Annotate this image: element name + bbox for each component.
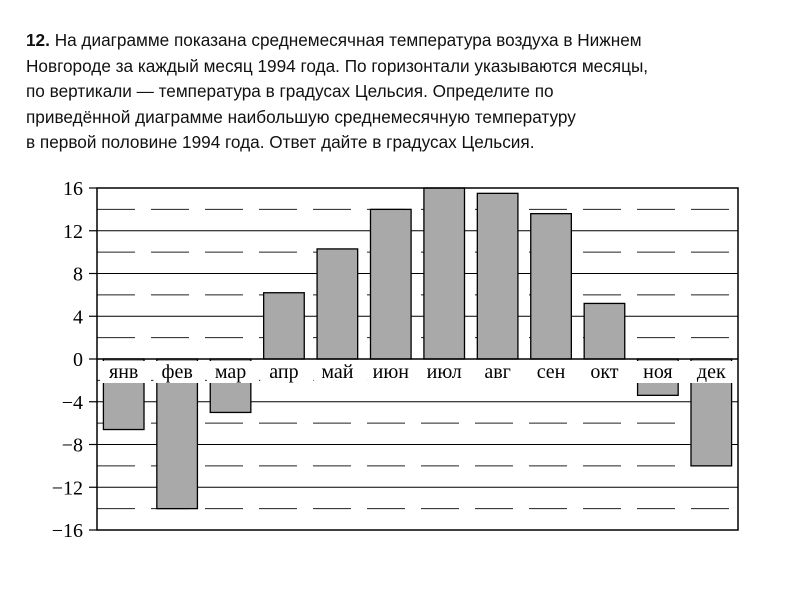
x-tick-label: апр (269, 361, 299, 383)
problem-line-2: Новгороде за каждый месяц 1994 года. По горизонтали указываются месяцы, (26, 55, 649, 76)
problem-number: 12. (26, 30, 50, 50)
problem-line-1 (26, 28, 786, 54)
x-tick-label: авг (484, 361, 511, 383)
bar-май (317, 249, 358, 359)
x-tick-label: май (321, 361, 354, 383)
x-tick-label: ноя (643, 361, 673, 383)
y-tick-label: 0 (73, 349, 83, 371)
problem-line-3: по вертикали — температура в градусах Цельсия. Определите по (26, 81, 554, 101)
x-tick-label: окт (590, 361, 619, 383)
bar-авг (477, 193, 518, 359)
y-tick-label: 12 (63, 220, 83, 243)
y-tick-labels (52, 178, 83, 542)
y-tick-label: 16 (63, 178, 83, 200)
x-tick-labels (100, 361, 735, 383)
x-tick-label: мар (214, 361, 247, 383)
y-tick-label: 8 (73, 263, 83, 286)
bars-layer (103, 188, 731, 509)
problem-text (26, 28, 786, 156)
problem-line-5: в первой половине 1994 года. Ответ дайте в градусах Цельсия. (26, 132, 535, 152)
y-tick-label: −4 (61, 391, 83, 414)
x-tick-label: янв (109, 361, 139, 383)
bar-июн (370, 209, 411, 359)
chart-svg (0, 170, 800, 550)
y-tick-label: −16 (51, 520, 83, 542)
x-tick-label: июл (426, 361, 462, 383)
x-tick-label: фев (161, 361, 193, 383)
x-tick-label: сен (536, 361, 566, 383)
temperature-chart (0, 170, 800, 550)
y-tick-label: −8 (61, 434, 83, 457)
x-tick-label: июн (372, 361, 409, 383)
y-tick-label: −12 (51, 477, 83, 500)
y-tick-label: 4 (73, 306, 83, 329)
bar-окт (584, 303, 625, 359)
bar-сен (531, 214, 572, 359)
bar-апр (264, 293, 305, 359)
problem-line-4: приведённой диаграмме наибольшую среднемесячную температуру (26, 106, 576, 127)
x-tick-label: дек (696, 361, 726, 383)
bar-июл (424, 188, 465, 359)
problem-line-1-text: На диаграмме показана среднемесячная температура воздуха в Нижнем (54, 30, 642, 50)
